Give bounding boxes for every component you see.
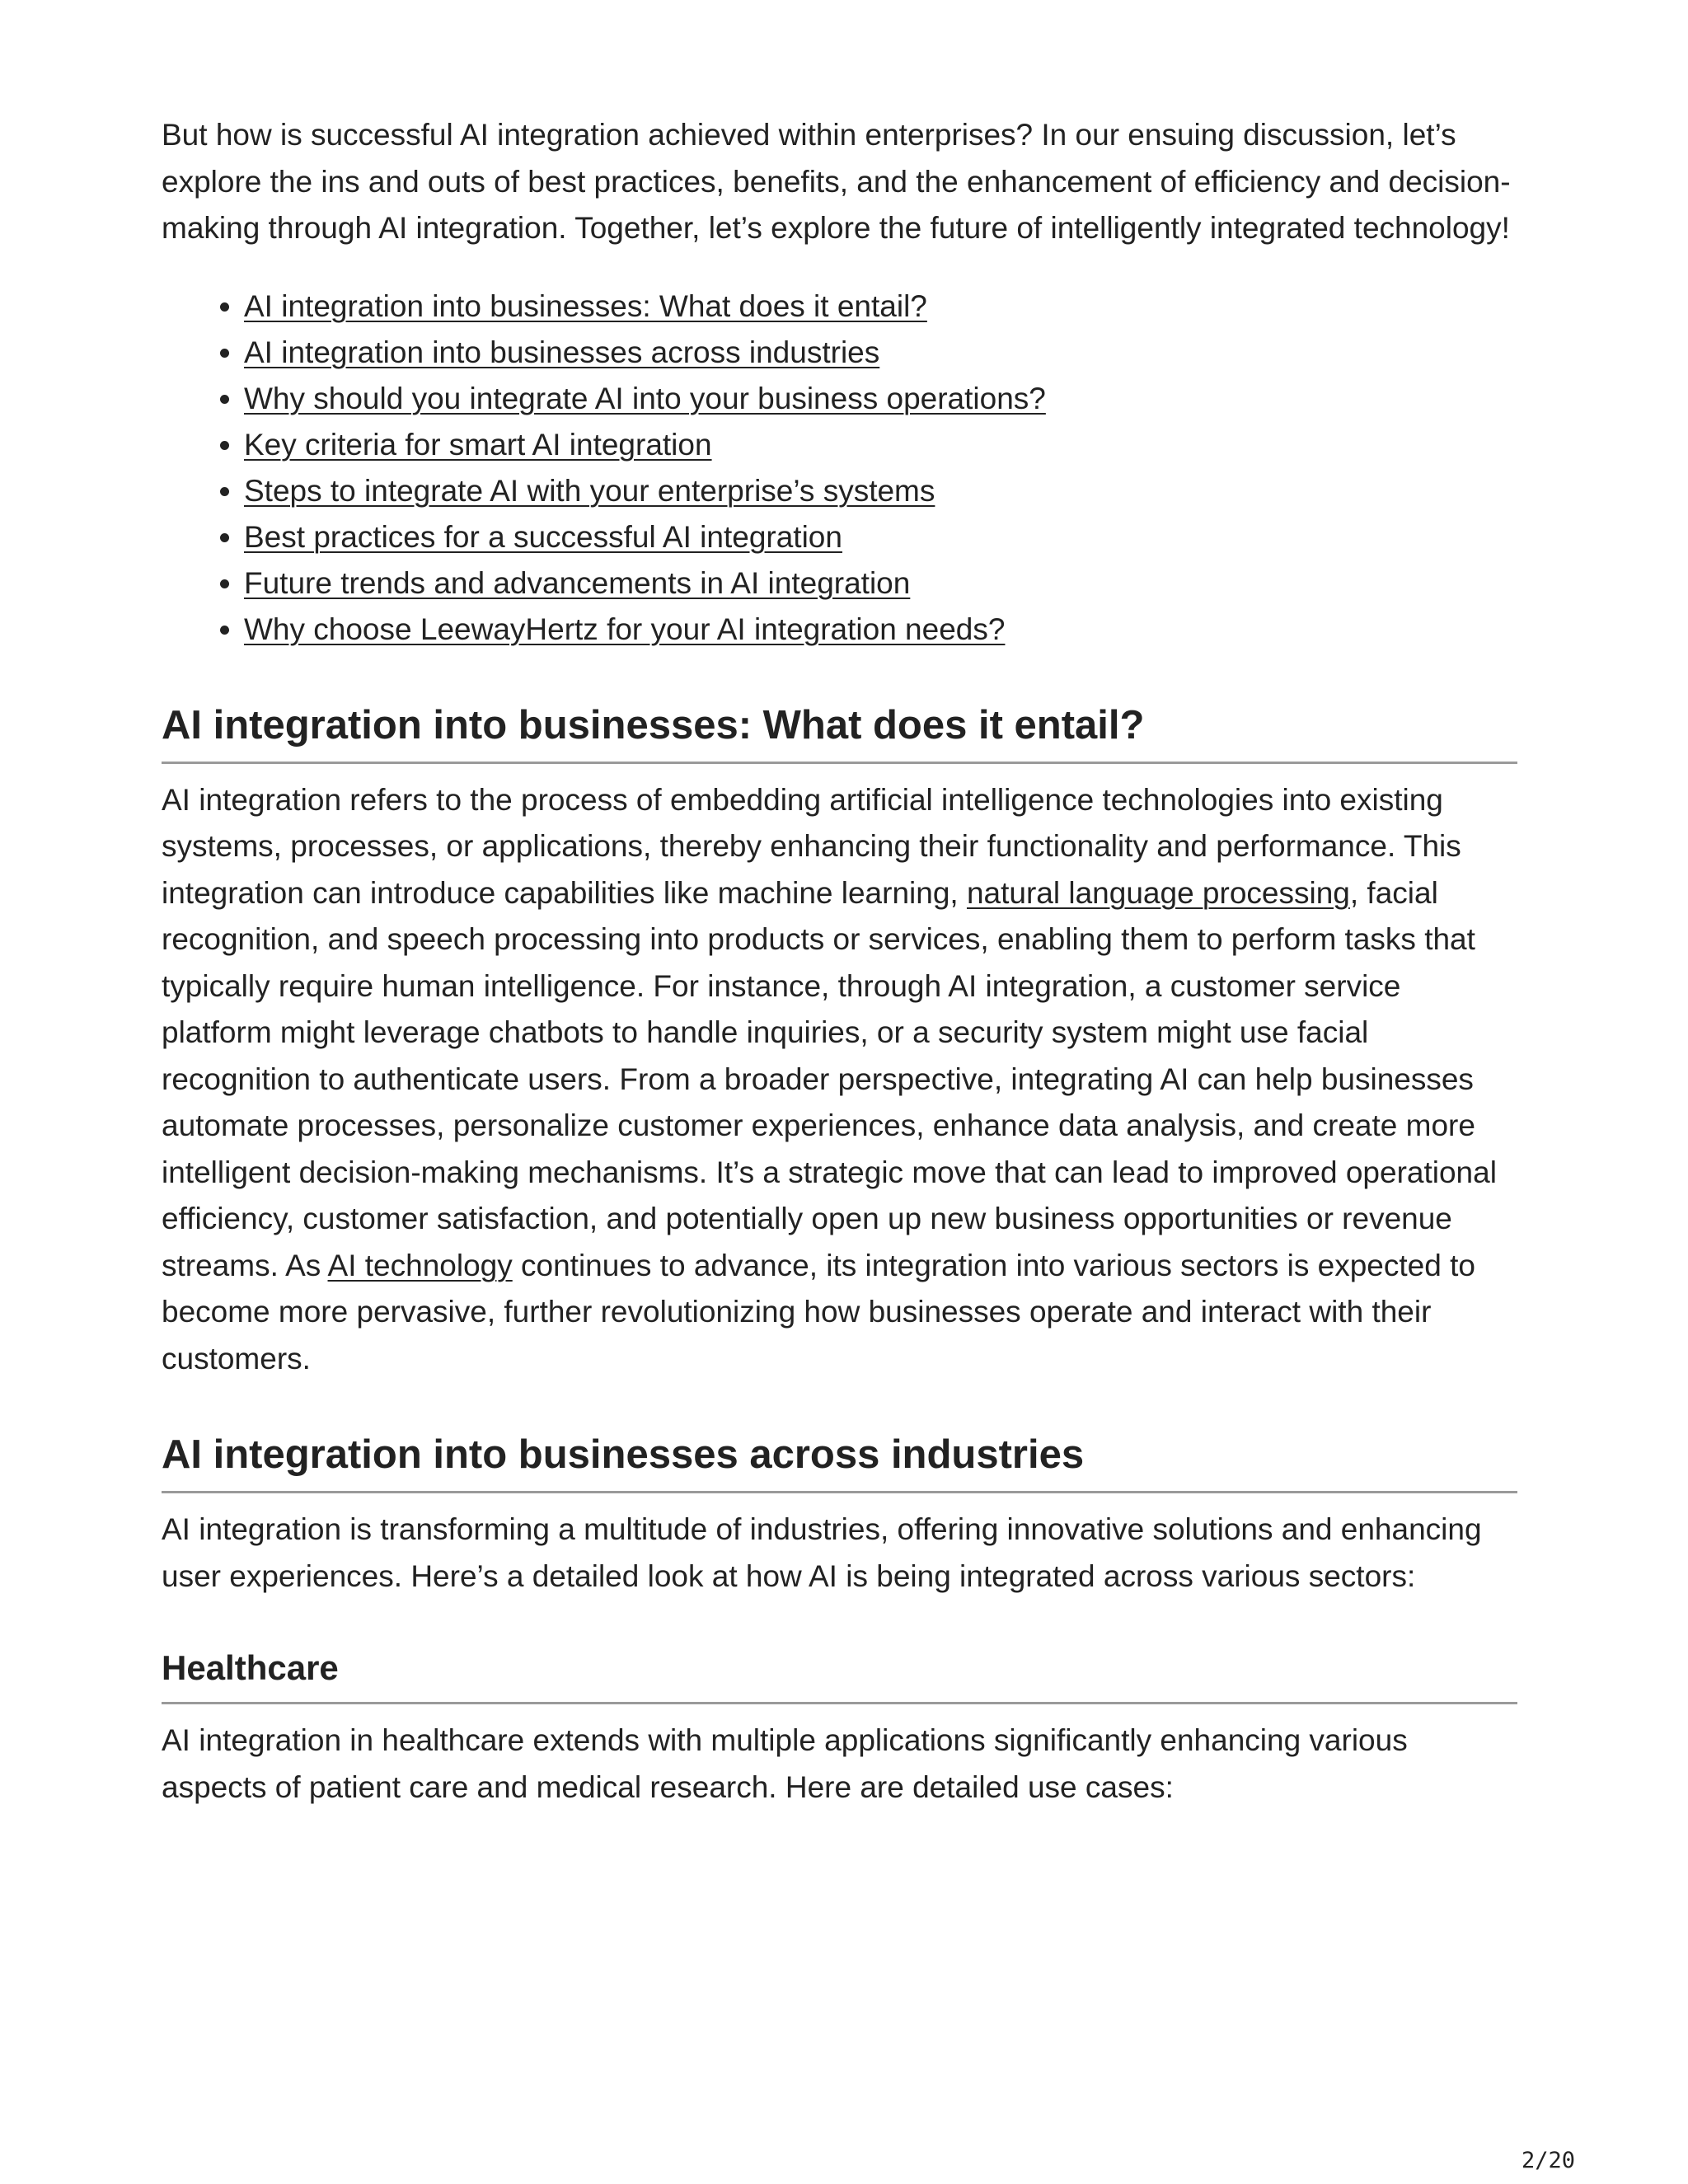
natural-language-processing-link[interactable]: natural language processing [966, 875, 1350, 910]
section-heading-across-industries: AI integration into businesses across industries [162, 1430, 1517, 1493]
toc-link-steps-to-integrate[interactable]: Steps to integrate AI with your enterprise’s systems [244, 473, 935, 508]
page-number: 2/20 [1522, 2148, 1576, 2173]
toc-item [244, 468, 1517, 514]
toc-item [244, 376, 1517, 422]
toc-link-why-choose-leewayhertz[interactable]: Why choose LeewayHertz for your AI integration needs? [244, 612, 1006, 646]
ai-technology-link[interactable]: AI technology [327, 1248, 513, 1282]
industries-paragraph: AI integration is transforming a multitude of industries, offering innovative solutions and enhancing user experiences. Here’s a detailed look at how AI is being integrated across various sectors: [162, 1512, 1482, 1593]
entail-text-part-2: , facial recognition, and speech processing into products or services, enabling them to perform tasks that typically require human intelligence. For instance, through AI integration, a customer service platform might leverage chatbots to handle inquiries, or a security system might use facial recognition to authenticate users. From a broader perspective, integrating AI can help businesses automate processes, personalize customer experiences, enhance data analysis, and create more intelligent decision-making mechanisms. It’s a strategic move that can lead to improved operational efficiency, customer satisfaction, and potentially open up new business opportunities or revenue streams. As [162, 875, 1497, 1282]
toc-link-why-integrate[interactable]: Why should you integrate AI into your business operations? [244, 381, 1046, 415]
toc-item [244, 514, 1517, 560]
section-heading-what-does-it-entail: AI integration into businesses: What does it entail? [162, 701, 1517, 764]
toc-item [244, 607, 1517, 653]
toc-link-across-industries[interactable]: AI integration into businesses across industries [244, 335, 880, 369]
healthcare-paragraph: AI integration in healthcare extends with multiple applications significantly enhancing various aspects of patient care and medical research. Here are detailed use cases: [162, 1723, 1408, 1804]
subsection-heading-healthcare: Healthcare [162, 1646, 1517, 1704]
toc-link-key-criteria[interactable]: Key criteria for smart AI integration [244, 427, 712, 462]
intro-paragraph: But how is successful AI integration achieved within enterprises? In our ensuing discussion, let’s explore the ins and outs of best practices, benefits, and the enhancement of efficiency and decision-making through AI integration. Together, let’s explore the future of intelligently integrated technology! [162, 118, 1511, 245]
toc-item [244, 422, 1517, 468]
toc-link-best-practices[interactable]: Best practices for a successful AI integration [244, 519, 842, 554]
entail-text-part-1: AI integration refers to the process of embedding artificial intelligence technologies into existing systems, processes, or applications, thereby enhancing their functionality and performance. This integration can introduce capabilities like machine learning, [162, 782, 1461, 910]
entail-paragraph [162, 777, 1517, 1383]
toc-item [244, 560, 1517, 607]
toc-link-future-trends[interactable]: Future trends and advancements in AI integration [244, 565, 911, 600]
toc-item [244, 330, 1517, 376]
entail-text-part-3: continues to advance, its integration into various sectors is expected to become more pervasive, further revolutionizing how businesses operate and interact with their customers. [162, 1248, 1475, 1376]
table-of-contents [162, 284, 1517, 653]
document-page [162, 112, 1517, 1811]
toc-link-what-does-it-entail[interactable]: AI integration into businesses: What does it entail? [244, 288, 927, 323]
toc-item [244, 284, 1517, 330]
